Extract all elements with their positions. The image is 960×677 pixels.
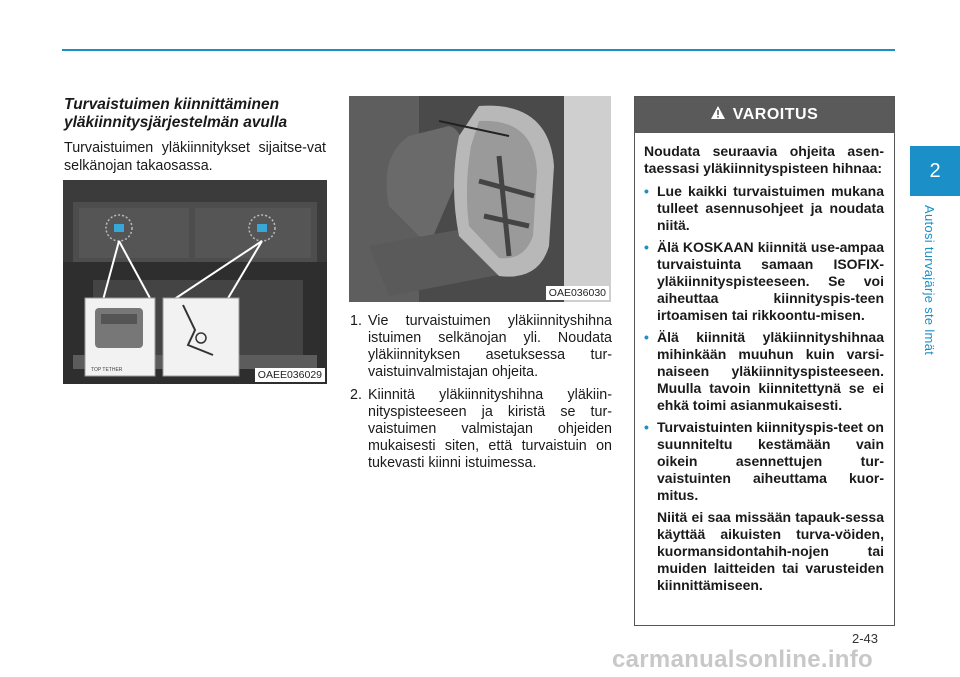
figure-cargo-area (63, 180, 327, 384)
step-text: Kiinnitä yläkiinnityshihna yläkiin-nityspisteeseen ja kiristä se tur-vaistuimen valmistajan ohjeiden mukaisesti siten, että turvaistuin on tukevasti kiinni istuimessa. (368, 387, 612, 471)
warning-list (644, 183, 884, 504)
warning-body (635, 133, 894, 594)
figure-code: OAE036030 (546, 286, 609, 300)
watermark: carmanualsonline.info (612, 646, 874, 673)
step-number: 1. (350, 313, 362, 329)
figure-child-seat (349, 96, 611, 302)
bullet-icon: • (644, 239, 649, 255)
warning-item: • Älä kiinnitä yläkiinnityshihnaa mihinkään muuhun kuin varsi-naiseen yläkiinnityspisteeseen. Muulla tavoin kiinnitettynä se ei ehkä toimi asianmukaisesti. (644, 329, 884, 413)
step-item (350, 313, 612, 381)
bullet-icon: • (644, 329, 649, 345)
cargo-area-illustration (63, 180, 327, 384)
inset-label: TOP TETHER (91, 367, 123, 373)
warning-box (634, 96, 895, 626)
intro-text: Turvaistuimen yläkiinnitykset sijaitse-vat selkänojan takaosassa. (64, 140, 326, 174)
child-seat-illustration (349, 96, 611, 302)
warning-intro: Noudata seuraavia ohjeita asen-taessasi yläkiinnityspisteen hihnaa: (644, 143, 884, 176)
warning-header (635, 97, 894, 133)
step-text: Vie turvaistuimen yläkiinnityshihna istuimen selkänojan yli. Noudata yläkiinnityksen asetuksessa tur-vaistuinvalmistajan ohjeita. (368, 313, 612, 380)
warning-title: VAROITUS (732, 106, 819, 123)
warning-item: • Älä KOSKAAN kiinnitä use-ampaa turvaistuinta samaan ISOFIX-yläkiinnityspisteeseen. Se voi aiheuttaa kiinnityspis-teen irtoamisen tai rikkoontu-misen. (644, 239, 884, 323)
page-number: 2-43 (852, 631, 879, 646)
chapter-title-text: Autosi turvajärje ste lmät (922, 205, 937, 356)
bullet-icon: • (644, 183, 649, 199)
bullet-icon: • (644, 419, 649, 435)
step-number: 2. (350, 387, 362, 403)
figure-code: OAEE036029 (255, 368, 325, 382)
step-item (350, 387, 612, 472)
warning-item: • Turvaistuinten kiinnityspis-teet on suunniteltu kestämään vain oikein asennettujen tur-vaistuinten aiheuttama kuor-mitus. (644, 419, 884, 503)
warning-closing: Niitä ei saa missään tapauk-sessa käyttää aikuisten turva-vöiden, kuormansidontahih-nojen tai muiden laitteiden tai varusteiden kiinnittämiseen. (657, 509, 884, 593)
section-title: Turvaistuimen kiinnittäminen yläkiinnitysjärjestelmän avulla (64, 96, 288, 131)
warning-triangle-icon (711, 106, 725, 124)
instruction-steps (350, 313, 612, 478)
chapter-number-tab: 2 (910, 146, 960, 196)
chapter-title-vertical (922, 205, 944, 385)
header-rule (62, 49, 895, 51)
warning-item: • Lue kaikki turvaistuimen mukana tulleet asennusohjeet ja noudata niitä. (644, 183, 884, 233)
